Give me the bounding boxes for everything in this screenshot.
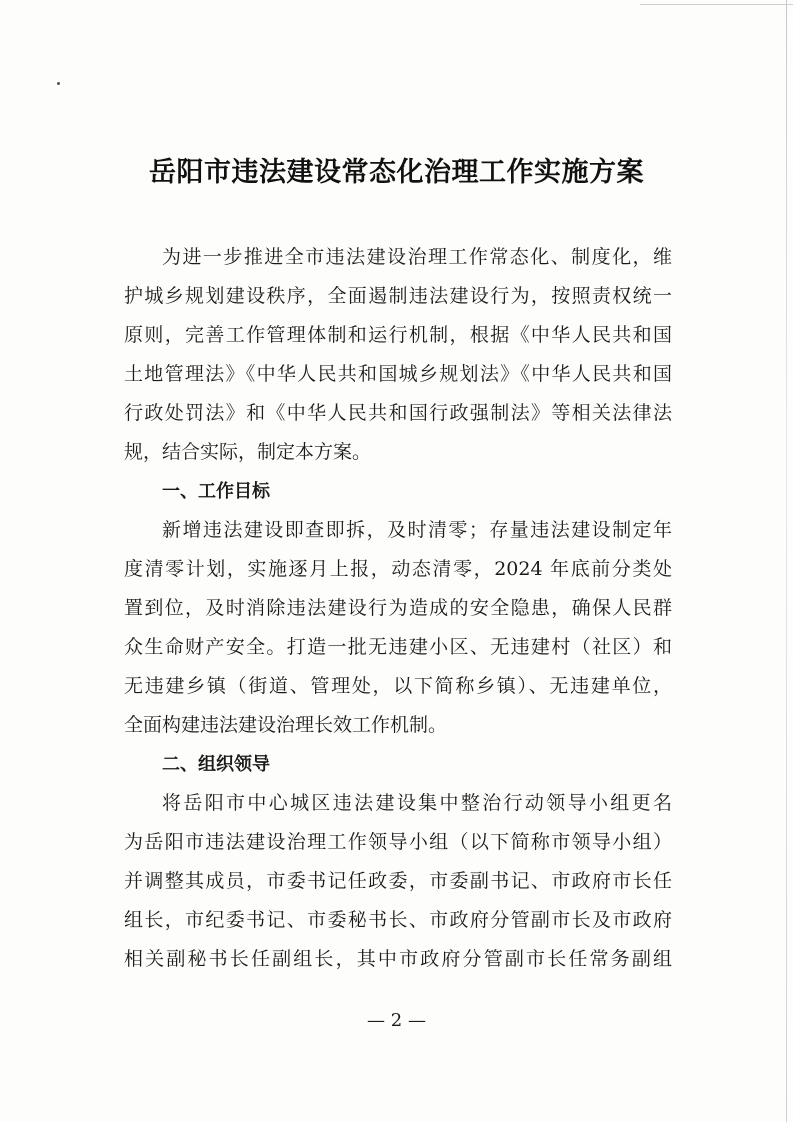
- page-number: — 2 —: [367, 1010, 426, 1031]
- scan-top-line: [640, 4, 793, 5]
- leadership-line: 将岳阳市中心城区违法建设集中整治行动领导小组更名: [162, 792, 672, 814]
- goals-line: 众生命财产安全。打造一批无违建小区、无违建村（社区）和: [124, 636, 672, 658]
- intro-line: 为进一步推进全市违法建设治理工作常态化、制度化，维: [162, 246, 672, 268]
- document-body: [124, 238, 672, 979]
- intro-line: 原则，完善工作管理体制和运行机制，根据《中华人民共和国: [124, 324, 672, 346]
- intro-line: 护城乡规划建设秩序，全面遏制违法建设行为，按照责权统一: [124, 285, 672, 307]
- intro-line: 规，结合实际，制定本方案。: [124, 441, 372, 463]
- leadership-line: 组长，市纪委书记、市委秘书长、市政府分管副市长及市政府: [124, 909, 672, 931]
- leadership-line: 为岳阳市违法建设治理工作领导小组（以下简称市领导小组）: [124, 831, 672, 853]
- scan-speck: [57, 82, 60, 85]
- goals-line: 新增违法建设即查即拆，及时清零；存量违法建设制定年: [162, 519, 672, 541]
- leadership-line: 并调整其成员，市委书记任政委，市委副书记、市政府市长任: [124, 870, 672, 892]
- leadership-line: 相关副秘书长任副组长，其中市政府分管副市长任常务副组: [124, 948, 672, 970]
- document-title: 岳阳市违法建设常态化治理工作实施方案: [149, 157, 644, 188]
- intro-line: 土地管理法》《中华人民共和国城乡规划法》《中华人民共和国: [124, 363, 672, 385]
- section-heading-leadership: 二、组织领导: [162, 754, 270, 775]
- goals-line: 无违建乡镇（街道、管理处，以下简称乡镇）、无违建单位，: [124, 675, 672, 697]
- intro-line: 行政处罚法》和《中华人民共和国行政强制法》等相关法律法: [124, 402, 672, 424]
- goals-line: 度清零计划，实施逐月上报，动态清零，2024 年底前分类处: [124, 558, 672, 580]
- goals-line: 置到位，及时消除违法建设行为造成的安全隐患，确保人民群: [124, 597, 672, 619]
- goals-line: 全面构建违法建设治理长效工作机制。: [124, 714, 448, 736]
- section-heading-goals: 一、工作目标: [162, 481, 270, 502]
